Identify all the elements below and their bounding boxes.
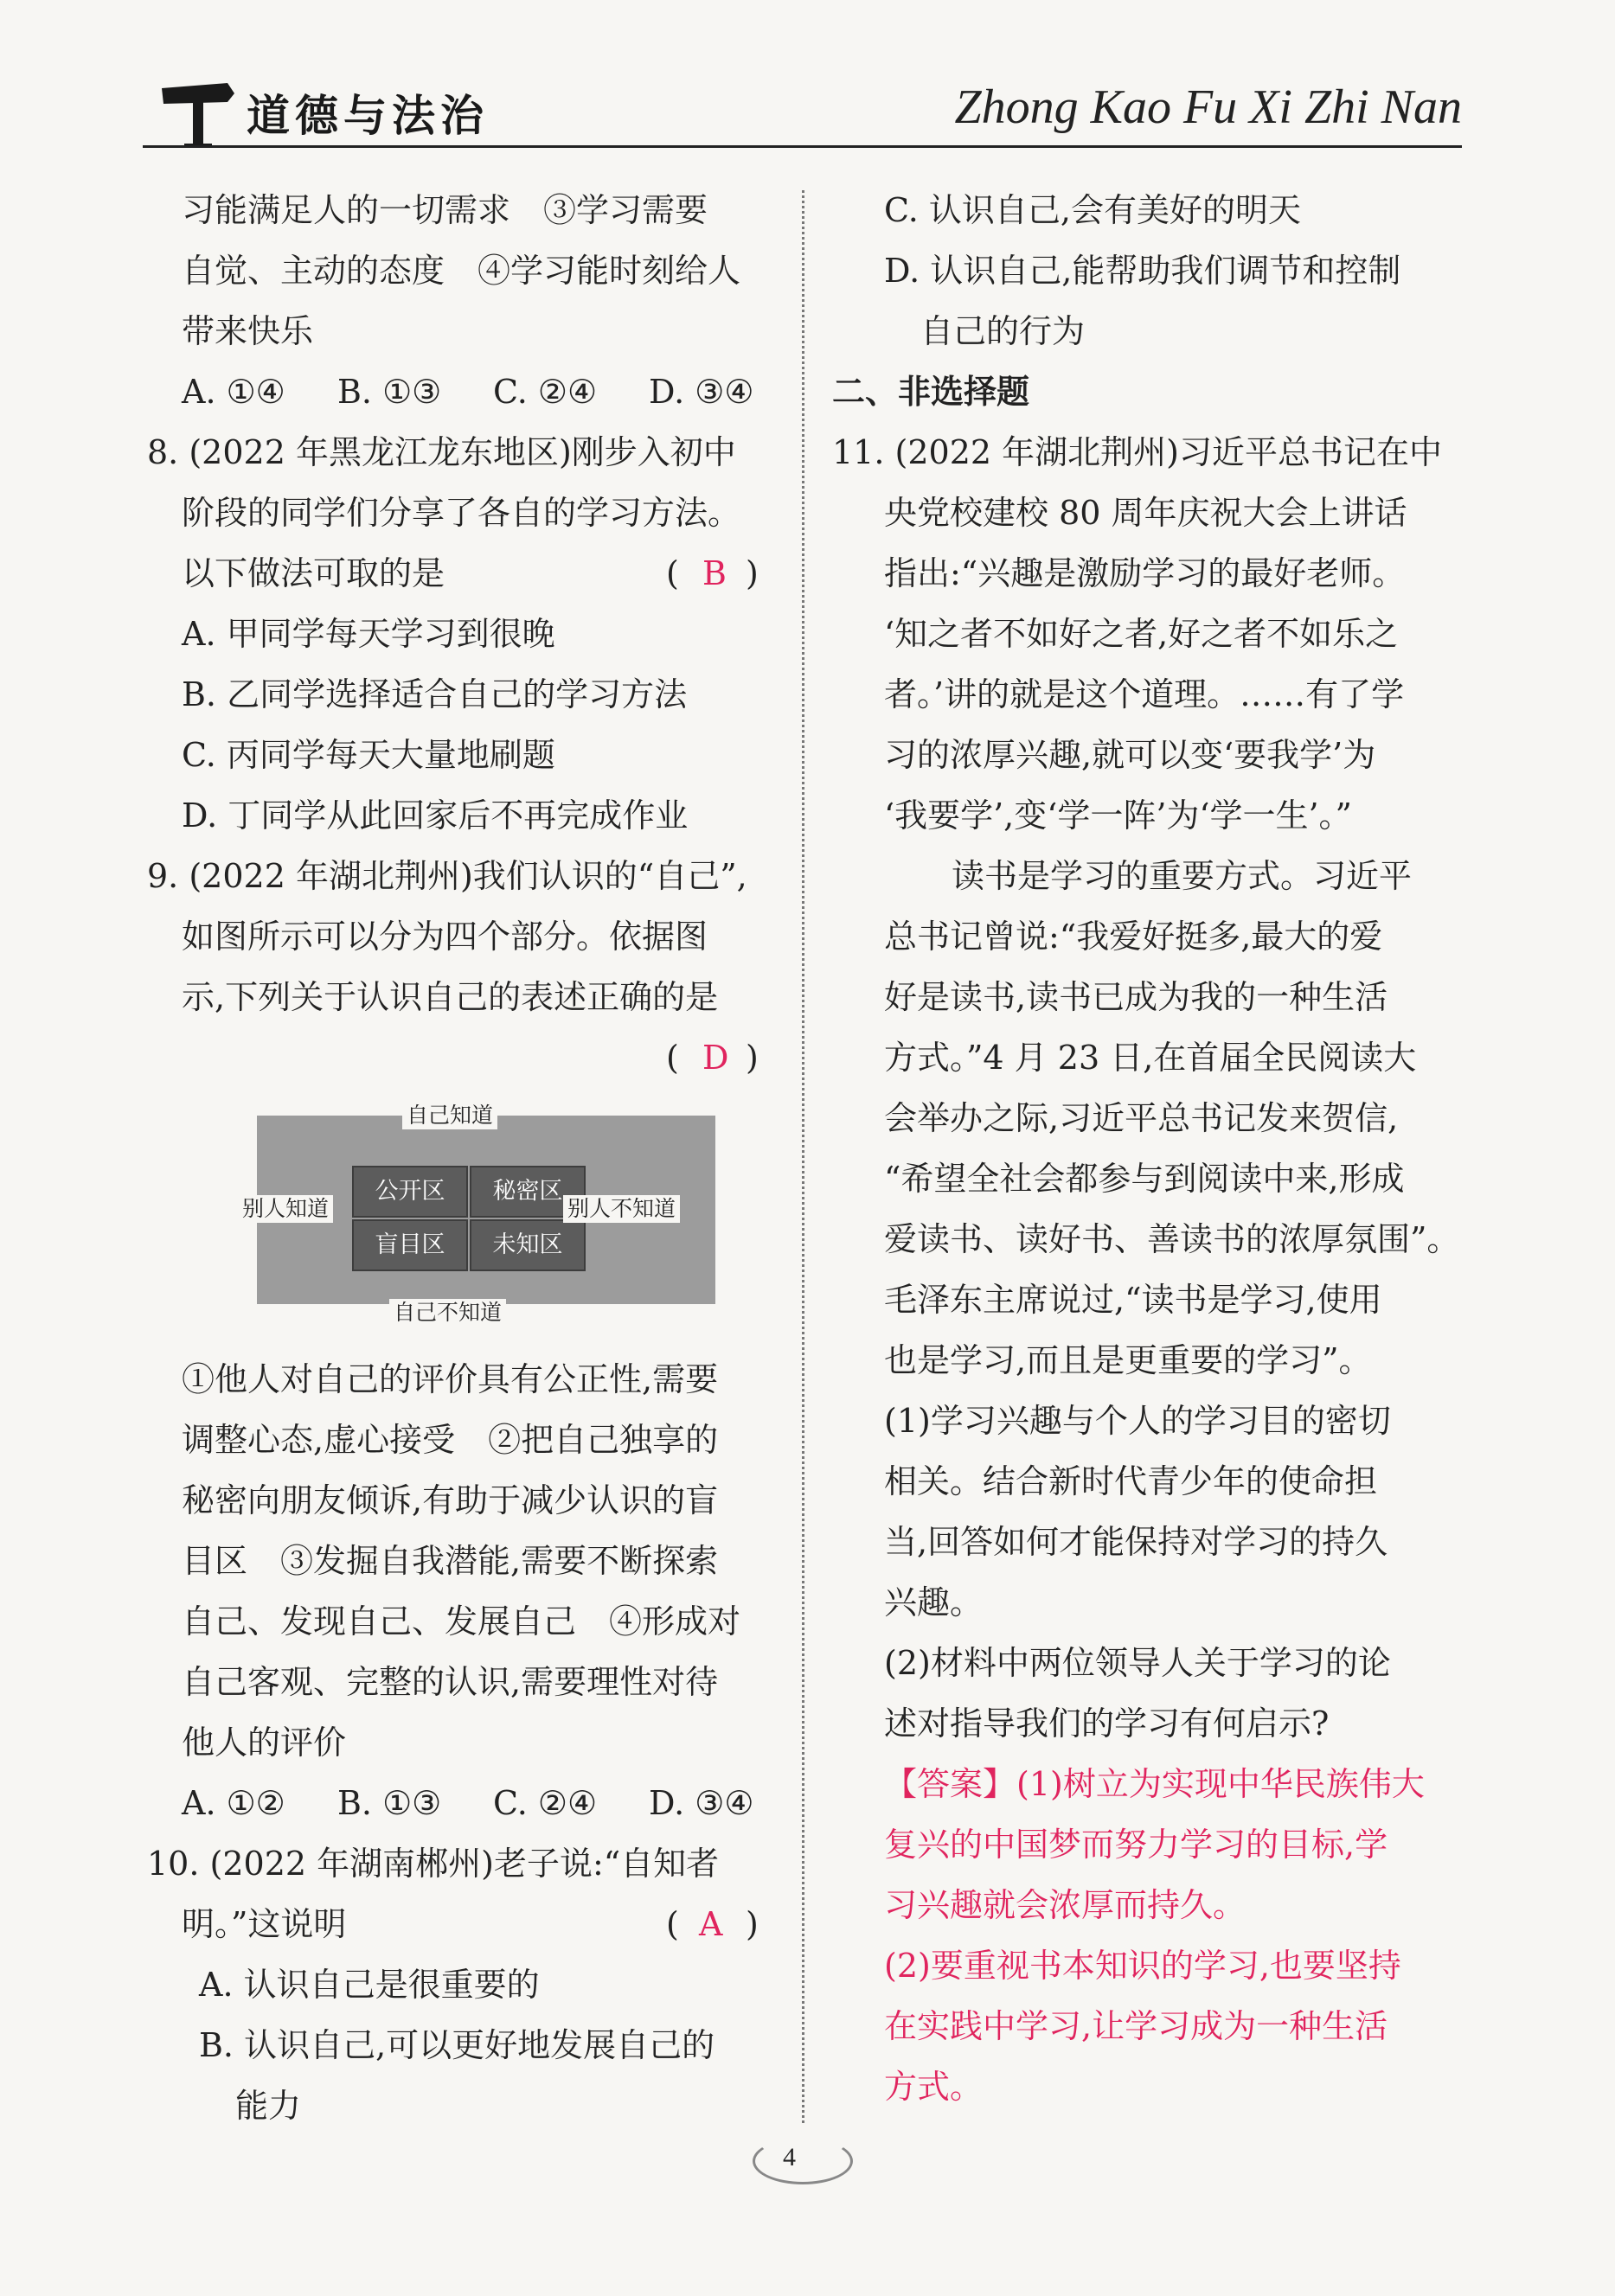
page-number-ornament (753, 2138, 853, 2184)
q11-material: 央党校建校 80 周年庆祝大会上讲话 (884, 494, 1407, 532)
q11-material: 也是学习,而且是更重要的学习”。 (884, 1341, 1372, 1379)
figure-cell-hidden: 秘密区 (470, 1166, 586, 1218)
q9-option-d: D. ③④ (649, 1784, 754, 1822)
q10-answer: A (699, 1905, 723, 1943)
q11-material: 读书是学习的重要方式。习近平 (952, 857, 1413, 895)
q11-answer-1: (1)树立为实现中华民族伟大 (1016, 1765, 1425, 1803)
signpost-icon (158, 76, 236, 149)
q11-material: “希望全社会都参与到阅读中来,形成 (884, 1160, 1405, 1198)
q10-option-b: B. 认识自己,可以更好地发展自己的 (199, 2026, 715, 2064)
answer-label: 【答案】 (884, 1765, 1016, 1803)
q8-option-a: A. 甲同学每天学习到很晚 (182, 615, 555, 653)
q11-material: 会举办之际,习近平总书记发来贺信, (884, 1099, 1399, 1137)
q11-material: 者。’讲的就是这个道理。……有了学 (884, 675, 1405, 713)
q10-option-a: A. 认识自己是很重要的 (199, 1966, 540, 2004)
q9-stem: 如图所示可以分为四个部分。依据图 (182, 918, 708, 956)
q10-option-d: 自己的行为 (920, 312, 1086, 350)
q11-answer-1: 习兴趣就会浓厚而持久。 (884, 1886, 1246, 1924)
figure-label-right: 别人不知道 (563, 1195, 680, 1223)
answer-paren-open: ( (666, 1905, 679, 1943)
q9-statement: 自己客观、完整的认识,需要理性对待 (182, 1663, 719, 1701)
answer-paren-open: ( (666, 1039, 679, 1077)
q7-line: 自觉、主动的态度 ④学习能时刻给人 (182, 252, 741, 290)
q11-subquestion-1: 相关。结合新时代青少年的使命担 (884, 1462, 1378, 1500)
figure-cell-blind: 盲目区 (352, 1219, 468, 1271)
q9-statement: 目区 ③发掘自我潜能,需要不断探索 (182, 1542, 719, 1580)
answer-paren-open: ( (666, 554, 679, 592)
answer-paren-close: ) (746, 1905, 759, 1943)
q11-material: ‘知之者不如好之者,好之者不如乐之 (884, 615, 1399, 653)
figure-label-bottom: 自己不知道 (389, 1299, 506, 1327)
q8-option-d: D. 丁同学从此回家后不再完成作业 (182, 796, 689, 835)
q11-subquestion-1: (1)学习兴趣与个人的学习目的密切 (884, 1402, 1391, 1440)
q10-stem: 明。”这说明 (182, 1905, 347, 1943)
q11-material: 方式。”4 月 23 日,在首届全民阅读大 (884, 1039, 1417, 1077)
johari-window-figure (242, 1098, 727, 1325)
q9-stem: 示,下列关于认识自己的表述正确的是 (182, 978, 719, 1016)
q10-stem: 10. (2022 年湖南郴州)老子说:“自知者 (147, 1845, 720, 1883)
q9-statement: 调整心态,虚心接受 ②把自己独享的 (182, 1421, 719, 1459)
q11-material: ‘我要学’,变‘学一阵’为‘学一生’。” (884, 796, 1352, 835)
q10-option-c: C. 认识自己,会有美好的明天 (884, 191, 1301, 229)
q7-option-c: C. ②④ (493, 373, 598, 411)
q9-statement: 秘密向朋友倾诉,有助于减少认识的盲 (182, 1481, 719, 1519)
q8-option-b: B. 乙同学选择适合自己的学习方法 (182, 675, 688, 713)
q7-option-a: A. ①④ (182, 373, 285, 411)
figure-label-left: 别人知道 (238, 1195, 333, 1223)
q7-option-b: B. ①③ (337, 373, 442, 411)
figure-cell-unknown: 未知区 (470, 1219, 586, 1271)
figure-cell-open: 公开区 (352, 1166, 468, 1218)
q8-answer: B (702, 554, 727, 592)
page-number: 4 (783, 2143, 796, 2171)
column-divider (802, 190, 804, 2123)
q8-stem: 以下做法可取的是 (182, 554, 445, 592)
q11-subquestion-1: 当,回答如何才能保持对学习的持久 (884, 1523, 1388, 1561)
figure-label-top: 自己知道 (402, 1102, 497, 1129)
page-header (143, 69, 1462, 151)
q11-answer-2: 在实践中学习,让学习成为一种生活 (884, 2007, 1388, 2045)
q9-answer: D (702, 1039, 729, 1077)
q7-line: 习能满足人的一切需求 ③学习需要 (182, 191, 708, 229)
header-divider (143, 145, 1462, 148)
q11-material: 11. (2022 年湖北荆州)习近平总书记在中 (832, 433, 1442, 471)
q9-option-a: A. ①② (182, 1784, 285, 1822)
q10-option-b: 能力 (235, 2087, 302, 2125)
q9-statement: 自己、发现自己、发展自己 ④形成对 (182, 1602, 741, 1640)
answer-paren-close: ) (746, 1039, 759, 1077)
q9-statement: 他人的评价 (182, 1724, 347, 1762)
q9-option-c: C. ②④ (493, 1784, 598, 1822)
q11-material: 爱读书、读好书、善读书的浓厚氛围”。 (884, 1220, 1460, 1258)
q11-material: 好是读书,读书已成为我的一种生活 (884, 978, 1388, 1016)
q11-material: 总书记曾说:“我爱好挺多,最大的爱 (884, 918, 1383, 956)
q9-statement: ①他人对自己的评价具有公正性,需要 (182, 1360, 719, 1398)
q8-option-c: C. 丙同学每天大量地刷题 (182, 736, 555, 774)
q11-answer-2: 方式。 (884, 2068, 984, 2106)
q11-material: 毛泽东主席说过,“读书是学习,使用 (884, 1281, 1382, 1319)
q9-option-b: B. ①③ (337, 1784, 442, 1822)
q11-material: 指出:“兴趣是激励学习的最好老师。 (884, 554, 1406, 592)
section-title: 二、非选择题 (832, 372, 1030, 411)
subject-title: 道德与法治 (247, 91, 489, 141)
q11-subquestion-2: (2)材料中两位领导人关于学习的论 (884, 1644, 1391, 1682)
q10-option-d: D. 认识自己,能帮助我们调节和控制 (884, 252, 1401, 290)
answer-paren-close: ) (746, 554, 759, 592)
q11-answer-2: (2)要重视书本知识的学习,也要坚持 (884, 1947, 1401, 1985)
q8-stem: 阶段的同学们分享了各自的学习方法。 (182, 494, 741, 532)
q9-stem: 9. (2022 年湖北荆州)我们认识的“自己”, (147, 857, 747, 895)
q11-subquestion-1: 兴趣。 (884, 1583, 984, 1621)
q8-stem: 8. (2022 年黑龙江龙东地区)刚步入初中 (147, 433, 736, 471)
q7-option-d: D. ③④ (649, 373, 754, 411)
book-title-pinyin: Zhong Kao Fu Xi Zhi Nan (954, 80, 1462, 134)
q7-line: 带来快乐 (182, 312, 314, 350)
q11-material: 习的浓厚兴趣,就可以变‘要我学’为 (884, 736, 1376, 774)
q11-subquestion-2: 述对指导我们的学习有何启示? (884, 1704, 1330, 1743)
q11-answer-1: 复兴的中国梦而努力学习的目标,学 (884, 1826, 1388, 1864)
